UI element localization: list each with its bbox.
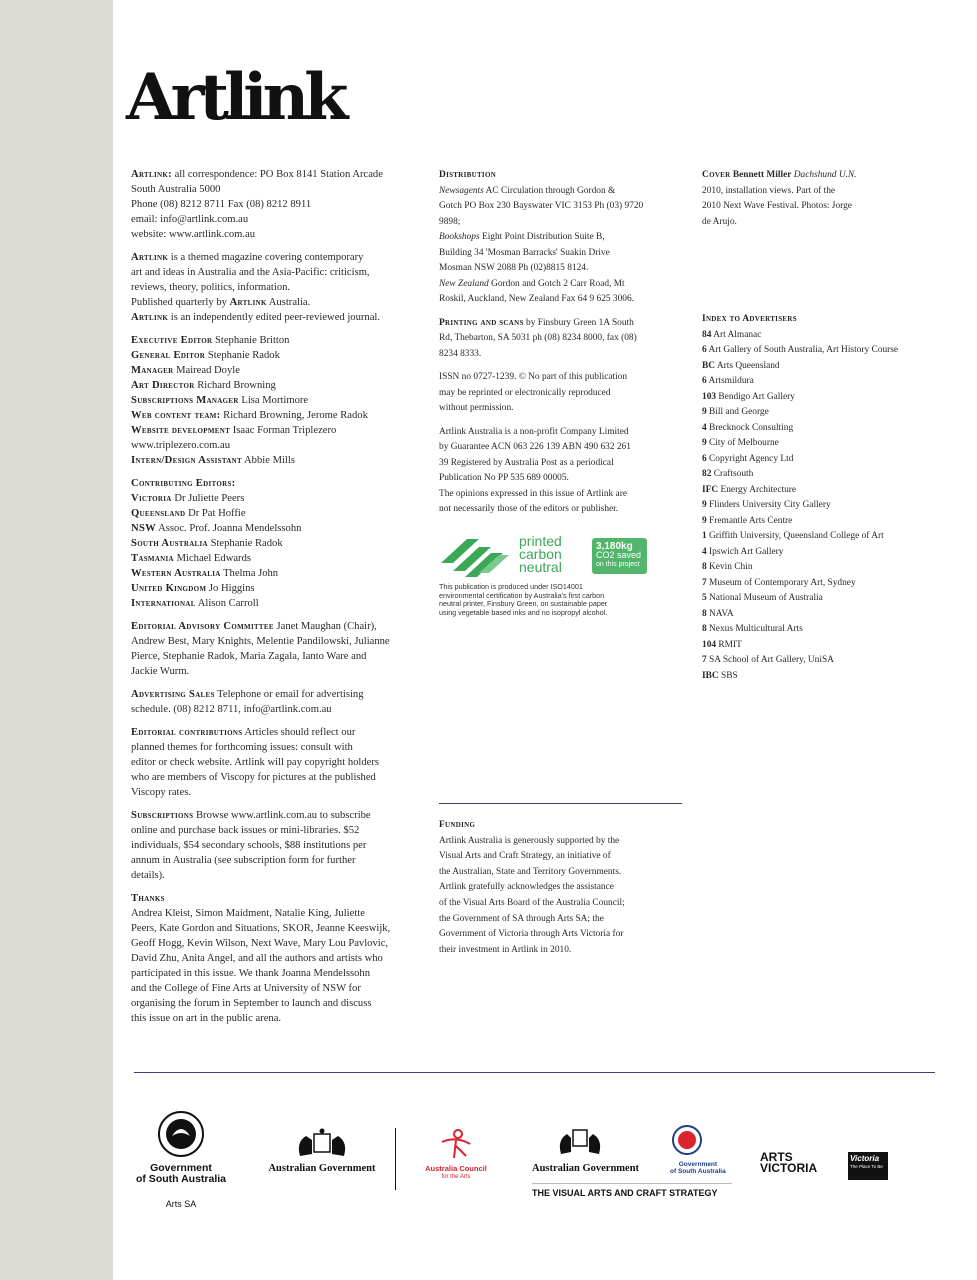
advertiser-row <box>702 374 942 390</box>
advertiser-row <box>702 359 942 375</box>
advertiser-row <box>702 498 942 514</box>
credit-row <box>131 333 421 348</box>
advertiser-name: Brecknock Consulting <box>709 422 794 433</box>
funding-line: Artlink Australia is generously supported by the <box>439 835 620 846</box>
subscriptions-text: individuals, $54 secondary schools, $88 institutions per <box>131 840 367 851</box>
bookshops-label: Bookshops <box>439 232 480 242</box>
advertiser-page-ref: 8 <box>702 562 707 572</box>
advertiser-row <box>702 529 942 545</box>
advertiser-row <box>702 545 942 561</box>
distribution-label: Distribution <box>439 170 497 180</box>
advertiser-page-ref: 8 <box>702 608 707 619</box>
index-list <box>702 328 942 685</box>
credit-role: Subscriptions Manager <box>131 395 239 406</box>
advertiser-page-ref: 9 <box>702 407 707 417</box>
thanks-line: Peers, Kate Gordon and Situations, SKOR, Jeanne Keeswijk, <box>131 923 391 934</box>
thanks-label: Thanks <box>131 893 165 904</box>
address-block <box>131 167 421 242</box>
advertiser-name: Kevin Chin <box>709 562 753 572</box>
nz-text: Roskil, Auckland, New Zealand Fax 64 9 625 3006. <box>439 294 635 304</box>
advertiser-page-ref: 6 <box>702 345 707 355</box>
newsagents-text: AC Circulation through Gordon & <box>485 185 616 196</box>
cover-artist: Bennett Miller <box>732 170 792 180</box>
credit-row <box>131 348 421 363</box>
advertiser-name: Bill and George <box>709 407 769 417</box>
advertiser-page-ref: 9 <box>702 515 707 526</box>
credit-name: Stephanie Britton <box>215 335 290 346</box>
arts-victoria-logo <box>760 1152 830 1174</box>
advisory-text: Jackie Wurm. <box>131 666 190 677</box>
published-post: Australia. <box>268 297 311 308</box>
thanks-line: David Zhu, Anita Angel, and all the authors and artists who <box>131 953 383 964</box>
credit-row <box>131 408 421 423</box>
credit-name: Dr Juliette Peers <box>174 493 245 504</box>
masthead-logo: Artlink <box>126 60 344 135</box>
badge-line: CO2 saved <box>596 550 642 560</box>
advertiser-page-ref: 8 <box>702 624 707 634</box>
victoria-logo <box>848 1152 888 1180</box>
advertiser-row <box>702 622 942 638</box>
credit-role: Victoria <box>131 493 172 504</box>
advertising-label: Advertising Sales <box>131 689 215 700</box>
credit-role: Intern/Design Assistant <box>131 455 242 466</box>
company-text: The opinions expressed in this issue of Artlink are <box>439 488 627 499</box>
credit-role: Website development <box>131 425 231 436</box>
advertiser-page-ref: IFC <box>702 484 719 495</box>
credit-role: Queensland <box>131 508 186 519</box>
cover-text: 2010, installation views. Part of the <box>702 185 836 196</box>
thanks-line: participated in this issue. We thank Joanna Mendelssohn <box>131 968 371 979</box>
subscriptions-text: annum in Australia (see subscription form for further <box>131 855 356 866</box>
advertiser-page-ref: 6 <box>702 453 707 464</box>
advertiser-name: Griffith University, Queensland College of Art <box>709 531 884 541</box>
cover-label: Cover <box>702 170 731 180</box>
carbon-text <box>519 535 562 574</box>
advisory-label: Editorial Advisory Committee <box>131 621 274 632</box>
carbon-note <box>439 583 664 617</box>
credit-name: Lisa Mortimore <box>241 395 309 406</box>
subscriptions-text: Browse www.artlink.com.au to subscribe <box>195 810 371 821</box>
advertiser-row <box>702 343 942 359</box>
credit-row <box>131 423 421 438</box>
credit-role: United Kingdom <box>131 583 207 594</box>
contributions-label: Editorial contributions <box>131 727 243 738</box>
advertiser-row <box>702 638 942 654</box>
bookshops-text: Eight Point Distribution Suite B, <box>481 232 605 242</box>
contributing-editors-block <box>131 476 421 611</box>
company-text: Publication No PP 535 689 00005. <box>439 473 569 483</box>
credit-row <box>131 393 421 408</box>
advertiser-name: Arts Queensland <box>716 360 780 371</box>
advertiser-name: Bendigo Art Gallery <box>718 391 795 402</box>
address-line: all correspondence: PO Box 8141 Station Arcade <box>174 169 383 180</box>
advertiser-name: City of Melbourne <box>709 438 779 448</box>
advisory-block <box>131 619 421 679</box>
issn-text: may be reprinted or electronically reproduced <box>439 387 611 398</box>
credit-row <box>131 521 421 536</box>
advertiser-row <box>702 669 942 685</box>
company-text: not necessarily those of the editors or publisher. <box>439 504 619 514</box>
credit-role: Executive Editor <box>131 335 213 346</box>
sa-gov-text <box>126 1163 236 1185</box>
funding-divider <box>439 803 682 804</box>
address-label: Artlink: <box>131 169 172 180</box>
contributions-text: who are members of Viscopy for pictures at the published <box>131 772 376 783</box>
subscriptions-text: online and purchase back issues or mini-libraries. $52 <box>131 825 360 836</box>
vacs-crests-icon <box>537 1122 727 1158</box>
advertiser-row <box>702 560 942 576</box>
advertiser-page-ref: 7 <box>702 655 707 665</box>
credit-row <box>131 378 421 393</box>
funding-text <box>439 834 679 959</box>
nz-text: Gordon and Gotch 2 Carr Road, Mt <box>491 278 625 289</box>
advertising-text: schedule. (08) 8212 8711, info@artlink.com.au <box>131 704 332 715</box>
advertiser-page-ref: BC <box>702 360 716 371</box>
vacs-sa-text <box>670 1161 726 1175</box>
published-label: Artlink <box>229 297 267 308</box>
contributing-title: Contributing Editors: <box>131 478 236 489</box>
credit-name: Michael Edwards <box>176 553 252 564</box>
credit-name: Richard Browning <box>197 380 276 391</box>
advertiser-row <box>702 405 942 421</box>
funding-block <box>439 818 679 958</box>
index-title: Index to Advertisers <box>702 314 797 324</box>
cover-text: 2010 Next Wave Festival. Photos: Jorge <box>702 201 852 211</box>
credit-name: Assoc. Prof. Joanna Mendelssohn <box>158 523 302 534</box>
advertiser-name: Energy Architecture <box>720 484 797 495</box>
carbon-note-line: neutral printer, Finsbury Green, on sustainable paper <box>439 599 608 609</box>
company-block <box>439 425 671 518</box>
printing-block <box>439 316 671 363</box>
advertiser-name: RMIT <box>718 639 742 650</box>
visual-arts-craft-strategy-logo <box>532 1122 732 1198</box>
website-line: website: www.artlink.com.au <box>131 229 256 240</box>
logo-divider <box>395 1128 396 1190</box>
advisory-text: Pierce, Stephanie Radok, Maria Zagala, Ianto Ware and <box>131 651 367 662</box>
advertiser-page-ref: 9 <box>702 500 707 510</box>
credit-role: International <box>131 598 196 609</box>
published-line <box>131 295 421 310</box>
arts-sa-text: Arts SA <box>165 1199 197 1209</box>
email-line: email: info@artlink.com.au <box>131 214 249 225</box>
credit-row <box>131 596 421 611</box>
credit-name: Richard Browning, Jerome Radok <box>223 410 368 421</box>
published-pre: Published quarterly by <box>131 297 227 308</box>
carbon-note-line: using vegetable based inks and no isopropyl alcohol. <box>439 607 608 617</box>
vacs-sa-line: of South Australia <box>670 1168 726 1175</box>
printing-label: Printing and scans <box>439 317 524 328</box>
address-line: South Australia 5000 <box>131 184 221 195</box>
credit-name: Dr Pat Hoffie <box>188 508 246 519</box>
arts-victoria-line: ARTS <box>760 1150 793 1164</box>
advertiser-row <box>702 452 942 468</box>
contributions-text: editor or check website. Artlink will pay copyright holders <box>131 757 380 768</box>
vacs-sa-line: Government <box>678 1161 718 1168</box>
staff-block <box>131 333 421 468</box>
funding-label: Funding <box>439 820 476 830</box>
advertiser-page-ref: IBC <box>702 670 719 681</box>
advertiser-row <box>702 607 942 623</box>
advertising-text: Telephone or email for advertising <box>217 689 364 700</box>
carbon-line: printed <box>519 533 562 549</box>
thanks-line: Geoff Hogg, Kevin Wilson, Next Wave, Mary Lou Pavlovic, <box>131 938 389 949</box>
thanks-block <box>131 891 421 1026</box>
badge-amount: 3,180kg <box>596 541 633 552</box>
advertiser-page-ref: 5 <box>702 593 707 603</box>
sa-gov-line: of South Australia <box>135 1173 227 1185</box>
column-masthead-info <box>131 167 421 1034</box>
advertiser-name: Museum of Contemporary Art, Sydney <box>709 577 856 588</box>
issn-text: ISSN no 0727-1239. © No part of this publication <box>439 372 628 382</box>
advertiser-row <box>702 390 942 406</box>
advertiser-row <box>702 328 942 344</box>
australian-government-logo <box>258 1128 386 1174</box>
advertiser-page-ref: 9 <box>702 438 707 448</box>
contributions-text: Viscopy rates. <box>131 787 191 798</box>
credit-role: Web content team: <box>131 410 221 421</box>
newsagents-label: Newsagents <box>439 185 484 196</box>
advertiser-name: Art Almanac <box>713 329 762 340</box>
credit-name: Thelma John <box>223 568 279 579</box>
funding-line: of the Visual Arts Board of the Australia Council; <box>439 897 625 908</box>
subscriptions-block <box>131 808 421 883</box>
thanks-text <box>131 906 421 1026</box>
advertiser-name: Copyright Agency Ltd <box>709 453 794 464</box>
contributions-text: Articles should reflect our <box>244 727 356 738</box>
company-text: 39 Registered by Australia Post as a periodical <box>439 457 614 468</box>
column-distribution <box>439 168 671 526</box>
footer-divider <box>134 1072 935 1073</box>
contributions-text: planned themes for forthcoming issues: consult with <box>131 742 353 753</box>
funding-line: Visual Arts and Craft Strategy, an initiative of <box>439 851 611 862</box>
carbon-leaf-icon <box>439 533 517 577</box>
advertiser-name: SBS <box>721 670 738 681</box>
advertiser-row <box>702 483 942 499</box>
advertiser-page-ref: 82 <box>702 469 712 479</box>
advertiser-page-ref: 103 <box>702 391 717 402</box>
carbon-saved-badge <box>592 538 647 574</box>
column-cover-index <box>702 168 942 692</box>
peer-review-text: is an independently edited peer-reviewed journal. <box>170 312 381 323</box>
cover-title: Dachshund U.N. <box>793 170 857 180</box>
advertiser-page-ref: 104 <box>702 639 717 650</box>
credit-row <box>131 551 421 566</box>
funder-logos <box>120 1100 940 1220</box>
about-text: is a themed magazine covering contemporary <box>170 252 364 263</box>
spacer <box>702 238 942 312</box>
advertiser-row <box>702 436 942 452</box>
advertiser-name: Artsmildura <box>708 376 754 386</box>
subscriptions-label: Subscriptions <box>131 810 194 821</box>
victoria-tagline: The Place To Be <box>850 1164 883 1169</box>
sa-gov-line: Government <box>150 1162 212 1174</box>
advisory-text: Andrew Best, Mary Knights, Melentie Pandilowski, Julianne <box>131 636 390 647</box>
advertiser-page-ref: 7 <box>702 577 707 588</box>
advertiser-name: Ipswich Art Gallery <box>709 546 784 557</box>
carbon-line: carbon <box>519 546 562 562</box>
coat-of-arms-icon <box>292 1128 352 1158</box>
credit-name: Mairead Doyle <box>176 365 240 376</box>
advertiser-row <box>702 653 942 669</box>
credit-row <box>131 536 421 551</box>
council-line: Australia <box>425 1164 458 1173</box>
nz-label: New Zealand <box>439 278 489 289</box>
advertiser-index <box>702 312 942 684</box>
aus-gov-text: Australian Government <box>268 1163 376 1174</box>
phone-line: Phone (08) 8212 8711 Fax (08) 8212 8911 <box>131 199 312 210</box>
advisory-text: Janet Maughan (Chair), <box>276 621 377 632</box>
credit-role: Manager <box>131 365 174 376</box>
credit-name: Abbie Mills <box>244 455 295 466</box>
advertising-block <box>131 687 421 717</box>
cover-block <box>702 168 942 230</box>
printing-text: 8234 8333. <box>439 348 482 359</box>
advertiser-name: Flinders University City Gallery <box>709 500 831 510</box>
credit-role: Tasmania <box>131 553 174 564</box>
peer-review-label: Artlink <box>131 312 169 323</box>
printing-text: Rd, Thebarton, SA 5031 ph (08) 8234 8000, fax (08) <box>439 333 637 343</box>
funding-line: the Government of SA through Arts SA; the <box>439 913 604 924</box>
carbon-neutral-logo <box>439 533 659 577</box>
bookshops-text: Building 34 'Mosman Barracks' Suakin Drive <box>439 247 610 258</box>
subscriptions-text: details). <box>131 870 165 881</box>
about-block <box>131 250 421 325</box>
issn-text: without permission. <box>439 403 514 413</box>
australia-council-logo <box>408 1128 504 1181</box>
funding-line: Government of Victoria through Arts Victoria for <box>439 929 624 940</box>
cover-text: de Arujo. <box>702 216 737 227</box>
thanks-line: and the College of Fine Arts at University of NSW for <box>131 983 361 994</box>
credit-row <box>131 363 421 378</box>
newsagents-text: Gotch PO Box 230 Bayswater VIC 3153 Ph (03) 9720 <box>439 201 644 211</box>
credit-name: www.triplezero.com.au <box>131 440 231 451</box>
sa-crest-icon <box>156 1110 206 1158</box>
advertiser-name: SA School of Art Gallery, UniSA <box>709 655 834 665</box>
contributions-block <box>131 725 421 800</box>
advertiser-page-ref: 6 <box>702 376 707 386</box>
badge-line: on this project <box>596 561 640 568</box>
credit-row <box>131 581 421 596</box>
advertiser-page-ref: 1 <box>702 531 707 541</box>
bookshops-text: Mosman NSW 2088 Ph (02)8815 8124. <box>439 263 589 273</box>
issn-block <box>439 370 671 417</box>
credit-row <box>131 438 421 453</box>
credit-role: General Editor <box>131 350 206 361</box>
carbon-note-line: This publication is produced under ISO14001 <box>439 582 583 591</box>
credit-role: Art Director <box>131 380 195 391</box>
newsagents-text: 9898; <box>439 216 461 227</box>
council-line: Council <box>459 1164 487 1173</box>
thanks-line: Andrea Kleist, Simon Maidment, Natalie King, Juliette <box>131 908 365 919</box>
advertiser-row <box>702 421 942 437</box>
printing-text: by Finsbury Green 1A South <box>526 317 634 328</box>
vacs-gov-text: Australian Government <box>532 1163 640 1174</box>
funding-line: the Australian, State and Territory Governments. <box>439 866 622 877</box>
advertiser-row <box>702 467 942 483</box>
about-text: art and ideas in Australia and the Asia-Pacific: criticism, <box>131 267 370 278</box>
distribution-block <box>439 168 671 308</box>
advertiser-page-ref: 4 <box>702 546 707 557</box>
funding-line: their investment in Artlink in 2010. <box>439 944 572 955</box>
carbon-line: neutral <box>519 559 562 575</box>
credit-name: Jo Higgins <box>208 583 255 594</box>
advertiser-page-ref: 4 <box>702 422 707 433</box>
about-label: Artlink <box>131 252 169 263</box>
advertiser-row <box>702 514 942 530</box>
contributing-list <box>131 491 421 611</box>
arts-victoria-line: VICTORIA <box>760 1161 818 1175</box>
advertiser-name: Art Gallery of South Australia, Art History Course <box>708 345 899 355</box>
company-text: by Guarantee ACN 063 226 139 ABN 490 632 261 <box>439 442 631 452</box>
carbon-note-line: environmental certification by Australia's first carbon <box>439 590 605 600</box>
victoria-logo-text: Victoria <box>850 1154 880 1163</box>
credit-role: South Australia <box>131 538 208 549</box>
dancer-icon <box>436 1128 476 1160</box>
credit-name: Isaac Forman Triplezero <box>232 425 337 436</box>
funding-line: Artlink gratefully acknowledges the assistance <box>439 882 614 893</box>
credit-name: Alison Carroll <box>197 598 259 609</box>
advertiser-name: Fremantle Arts Centre <box>709 515 793 526</box>
advertiser-page-ref: 84 <box>702 329 712 340</box>
thanks-line: organising the forum in September to launch and discuss <box>131 998 372 1009</box>
advertiser-name: National Museum of Australia <box>709 593 823 603</box>
vacs-text-row <box>532 1163 732 1177</box>
credit-row <box>131 566 421 581</box>
peer-review-line <box>131 310 421 325</box>
left-margin-bar <box>0 0 113 1280</box>
credit-row <box>131 491 421 506</box>
credit-name: Stephanie Radok <box>207 350 280 361</box>
about-text: reviews, theory, politics, information. <box>131 282 291 293</box>
advertiser-name: Craftsouth <box>713 469 754 479</box>
credit-row <box>131 506 421 521</box>
advertiser-name: Nexus Multicultural Arts <box>709 624 803 634</box>
credit-role: NSW <box>131 523 157 534</box>
council-line: for the Arts <box>441 1174 471 1180</box>
credit-row <box>131 453 421 468</box>
company-text: Artlink Australia is a non-profit Company Limited <box>439 426 629 437</box>
council-text <box>408 1165 504 1181</box>
thanks-line: this issue on art in the public arena. <box>131 1013 282 1024</box>
vacs-strategy-text: THE VISUAL ARTS AND CRAFT STRATEGY <box>532 1183 732 1198</box>
sa-government-logo <box>126 1110 236 1209</box>
advertiser-row <box>702 576 942 592</box>
credit-name: Stephanie Radok <box>210 538 283 549</box>
advertiser-name: NAVA <box>709 608 734 619</box>
credit-role: Western Australia <box>131 568 221 579</box>
advertiser-row <box>702 591 942 607</box>
